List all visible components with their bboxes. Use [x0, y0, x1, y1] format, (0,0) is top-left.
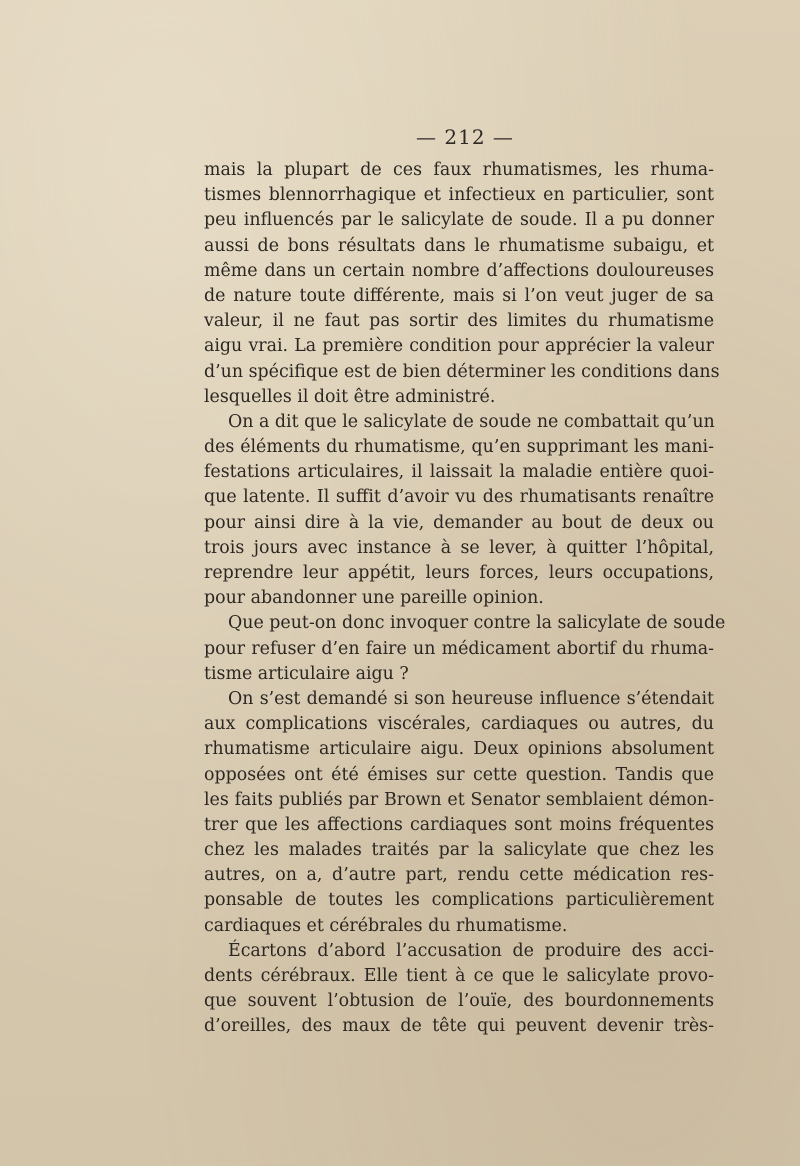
text-line: mais la plupart de ces faux rhumatismes, les rhuma-: [204, 160, 714, 180]
body-text: [204, 158, 726, 1040]
text-line: aigu vrai. La première condition pour apprécier la valeur: [204, 336, 714, 357]
text-line: trois jours avec instance à se lever, à quitter l’hôpital,: [204, 537, 714, 558]
text-line: valeur, il ne faut pas sortir des limites du rhumatisme: [204, 311, 714, 332]
text-line: autres, on a, d’autre part, rendu cette médication res-: [204, 865, 714, 886]
text-line: tismes blennorrhagique et infectieux en particulier, sont: [204, 185, 714, 206]
text-line: cardiaques et cérébrales du rhumatisme.: [204, 915, 568, 936]
page-number: — 212 —: [416, 125, 514, 149]
page-number-container: [0, 125, 800, 149]
text-line: tisme articulaire aigu ?: [204, 663, 409, 684]
text-line: chez les malades traités par la salicylate que chez les: [204, 840, 714, 861]
text-line: pour ainsi dire à la vie, demander au bout de deux ou: [204, 512, 714, 533]
text-line: opposées ont été émises sur cette question. Tandis que: [204, 764, 714, 785]
text-line: lesquelles il doit être administré.: [204, 386, 496, 407]
text-line: même dans un certain nombre d’affections douloureuses: [204, 260, 714, 281]
text-line: On a dit que le salicylate de soude ne combattait qu’un: [228, 411, 715, 432]
text-line: pour refuser d’en faire un médicament abortif du rhuma-: [204, 638, 714, 659]
text-line: rhumatisme articulaire aigu. Deux opinions absolument: [204, 739, 714, 760]
text-line: reprendre leur appétit, leurs forces, leurs occupations,: [204, 563, 714, 583]
text-line: pour abandonner une pareille opinion.: [204, 588, 544, 609]
text-line: On s’est demandé si son heureuse influence s’étendait: [228, 688, 714, 709]
text-line: de nature toute différente, mais si l’on veut juger de sa: [204, 285, 714, 306]
text-line: dents cérébraux. Elle tient à ce que le salicylate provo-: [204, 966, 714, 986]
text-line: que latente. Il suffit d’avoir vu des rhumatisants renaître: [204, 487, 714, 508]
text-line: d’un spécifique est de bien déterminer les conditions dans: [204, 361, 720, 382]
text-line: les faits publiés par Brown et Senator semblaient démon-: [204, 789, 714, 810]
text-line: trer que les affections cardiaques sont moins fréquentes: [204, 814, 714, 835]
text-line: festations articulaires, il laissait la maladie entière quoi-: [204, 462, 714, 483]
text-line: peu influencés par le salicylate de soude. Il a pu donner: [204, 210, 714, 231]
text-line: d’oreilles, des maux de tête qui peuvent devenir très-: [204, 1016, 714, 1037]
text-line: Que peut-on donc invoquer contre la salicylate de soude: [228, 613, 726, 634]
text-line: aux complications viscérales, cardiaques ou autres, du: [204, 714, 714, 735]
text-line: Écartons d’abord l’accusation de produire des acci-: [228, 940, 714, 961]
text-line: aussi de bons résultats dans le rhumatisme subaigu, et: [204, 235, 714, 256]
text-line: que souvent l’obtusion de l’ouïe, des bourdonnements: [204, 991, 714, 1012]
text-line: des éléments du rhumatisme, qu’en supprimant les mani-: [204, 437, 714, 458]
text-line: ponsable de toutes les complications particulièrement: [204, 890, 714, 911]
